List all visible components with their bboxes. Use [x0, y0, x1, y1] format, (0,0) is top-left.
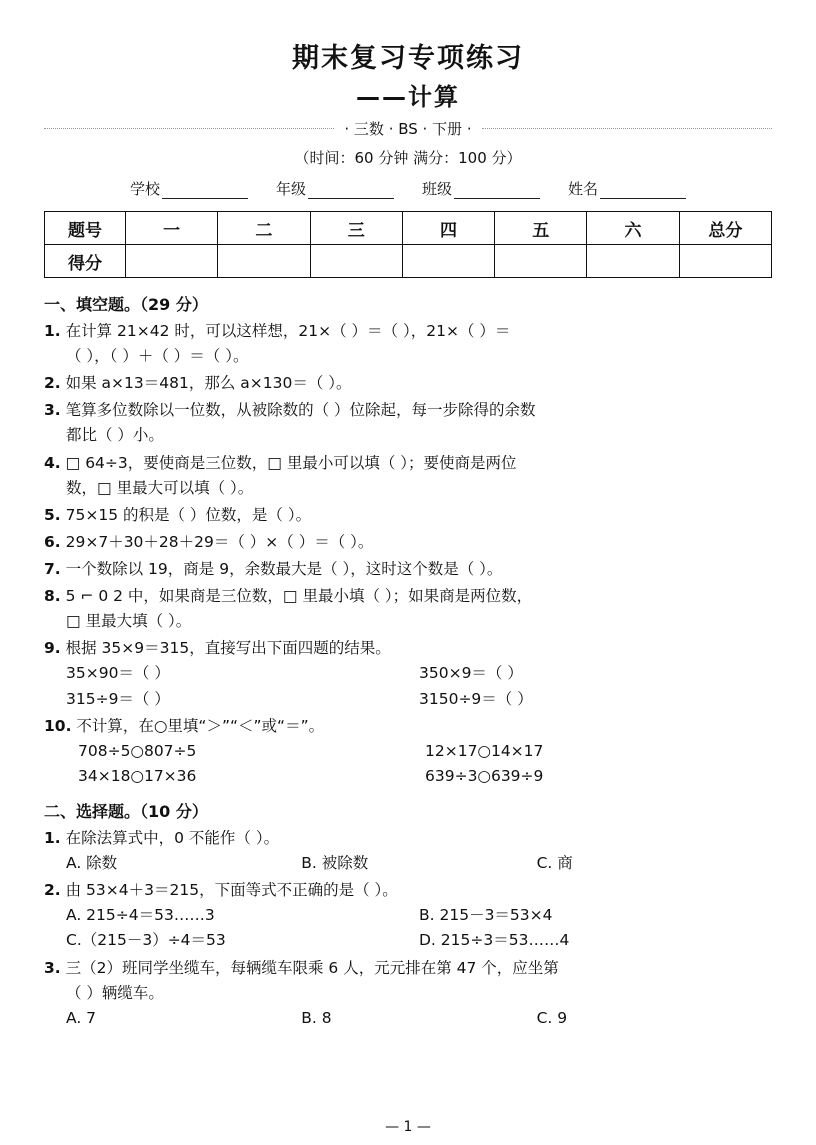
field-school-label: 学校	[129, 180, 160, 198]
question-fill-4	[44, 451, 772, 501]
field-class-blank[interactable]	[454, 182, 540, 199]
sub-item-1b: 12×17○14×17	[425, 741, 544, 760]
question-number: 2.	[44, 374, 61, 393]
option-c[interactable]: C.（215－3）÷4＝53	[66, 931, 226, 950]
option-row-1	[44, 903, 772, 928]
score-col-2: 二	[218, 212, 310, 245]
score-col-1: 一	[126, 212, 218, 245]
question-text-line-1: 三（2）班同学坐缆车，每辆缆车限乘 6 人，元元排在第 47 个，应坐第	[65, 958, 559, 977]
score-col-total: 总分	[679, 212, 771, 245]
question-text-line-1: □ 64÷3，要使商是三位数，□ 里最小可以填（ ）；要使商是两位	[65, 453, 517, 472]
divider-line-left	[44, 128, 334, 129]
page-title: 期末复习专项练习	[292, 43, 524, 74]
question-choice-3	[44, 956, 772, 1031]
option-d[interactable]: D. 215÷3＝53……4	[419, 931, 570, 950]
page-subtitle: ——计算	[356, 83, 460, 111]
option-a[interactable]: A. 215÷4＝53……3	[66, 906, 215, 925]
question-text-line-1: 在计算 21×42 时，可以这样想，21×（ ）＝（ ），21×（ ）＝	[65, 322, 511, 340]
field-class	[422, 178, 540, 199]
question-number: 4.	[44, 453, 61, 472]
question-text: 不计算，在○里填“＞”“＜”或“＝”。	[76, 716, 325, 735]
score-col-4: 四	[402, 212, 494, 245]
sub-row-1	[44, 739, 772, 764]
option-a[interactable]: A. 7	[66, 1008, 97, 1027]
field-grade	[276, 178, 394, 199]
option-b[interactable]: B. 被除数	[301, 854, 369, 873]
section-title-fill: 一、填空题。（29 分）	[44, 295, 208, 314]
sub-item-1a: 708÷5○807÷5	[78, 741, 197, 760]
question-number: 2.	[44, 881, 61, 900]
score-col-6: 六	[587, 212, 679, 245]
question-text-line-1: 5 ⌐ 0 2 中，如果商是三位数，□ 里最小填（ ）；如果商是两位数，	[65, 587, 533, 606]
field-name-label: 姓名	[568, 180, 599, 198]
option-b[interactable]: B. 215－3＝53×4	[419, 906, 553, 925]
option-b[interactable]: B. 8	[301, 1008, 332, 1027]
option-c[interactable]: C. 9	[536, 1008, 568, 1027]
question-text-line-2: （ ），（ ）＋（ ）＝（ ）。	[66, 347, 249, 366]
question-fill-2	[44, 371, 772, 396]
question-text: 由 53×4＋3＝215，下面等式不正确的是（ ）。	[65, 881, 398, 900]
score-value-total[interactable]	[679, 245, 771, 278]
score-table	[44, 211, 772, 278]
field-school-blank[interactable]	[162, 182, 248, 199]
question-number: 9.	[44, 639, 61, 658]
question-text-line-2: （ ）辆缆车。	[66, 983, 164, 1002]
sub-item-1b: 350×9＝（ ）	[419, 664, 523, 683]
score-table-row-label-2: 得分	[45, 245, 126, 278]
question-number: 5.	[44, 505, 61, 524]
score-value-5[interactable]	[495, 245, 587, 278]
question-text-line-2: 数，□ 里最大可以填（ ）。	[66, 478, 254, 497]
question-choice-1	[44, 826, 772, 876]
sub-item-2a: 315÷9＝（ ）	[66, 689, 170, 708]
score-col-5: 五	[495, 212, 587, 245]
question-number: 1.	[44, 828, 61, 847]
divider-line-right	[482, 128, 772, 129]
question-number: 7.	[44, 559, 61, 578]
edition-divider	[44, 118, 772, 139]
section-title-choice: 二、选择题。（10 分）	[44, 801, 208, 821]
question-fill-3	[44, 398, 772, 448]
question-number: 8.	[44, 587, 61, 606]
score-value-4[interactable]	[402, 245, 494, 278]
question-text: 如果 a×13＝481，那么 a×130＝（ ）。	[65, 374, 352, 393]
question-fill-6	[44, 530, 772, 555]
question-fill-5	[44, 503, 772, 528]
question-text: 一个数除以 19，商是 9，余数最大是（ ），这时这个数是（ ）。	[65, 559, 503, 578]
question-text: 根据 35×9＝315，直接写出下面四题的结果。	[65, 639, 391, 658]
time-score-line: （时间：60 分钟 满分：100 分）	[294, 149, 522, 167]
question-fill-8	[44, 584, 772, 634]
field-grade-label: 年级	[275, 180, 306, 198]
field-name	[568, 178, 686, 199]
option-row-2	[44, 928, 772, 953]
question-number: 10.	[44, 716, 72, 735]
question-fill-1	[44, 319, 772, 369]
sub-item-1a: 35×90＝（ ）	[66, 664, 170, 683]
field-grade-blank[interactable]	[308, 182, 394, 199]
question-number: 1.	[44, 322, 61, 340]
score-table-row-label-1: 题号	[45, 212, 126, 245]
sub-row-2	[44, 687, 772, 712]
edition-label: · 三数 · BS · 下册 ·	[344, 120, 472, 138]
score-value-1[interactable]	[126, 245, 218, 278]
question-number: 3.	[44, 401, 61, 420]
question-text: 29×7＋30＋28＋29＝（ ）×（ ）＝（ ）。	[65, 532, 374, 551]
option-c[interactable]: C. 商	[536, 854, 573, 873]
score-col-3: 三	[310, 212, 402, 245]
option-a[interactable]: A. 除数	[66, 854, 118, 873]
field-school	[130, 178, 248, 199]
question-choice-2	[44, 878, 772, 953]
score-table-value-row	[45, 245, 772, 278]
sub-row-2	[44, 764, 772, 789]
field-class-label: 班级	[422, 180, 453, 198]
question-text: 在除法算式中，0 不能作（ ）。	[65, 828, 280, 847]
question-fill-10	[44, 714, 772, 789]
question-fill-9	[44, 636, 772, 711]
score-value-3[interactable]	[310, 245, 402, 278]
student-info-line	[44, 178, 772, 199]
score-table-header-row	[45, 212, 772, 245]
sub-item-2b: 639÷3○639÷9	[425, 766, 544, 785]
sub-item-2a: 34×18○17×36	[78, 766, 197, 785]
sub-item-2b: 3150÷9＝（ ）	[419, 689, 533, 708]
score-value-6[interactable]	[587, 245, 679, 278]
option-row	[44, 851, 772, 876]
sub-row-1	[44, 661, 772, 686]
field-name-blank[interactable]	[600, 182, 686, 199]
question-text-line-2: 都比（ ）小。	[66, 426, 164, 445]
question-number: 6.	[44, 532, 61, 551]
option-row	[44, 1006, 772, 1031]
page-number: — 1 —	[385, 1119, 431, 1135]
score-value-2[interactable]	[218, 245, 310, 278]
question-number: 3.	[44, 958, 61, 977]
question-text-line-2: □ 里最大填（ ）。	[66, 612, 192, 631]
question-text: 75×15 的积是（ ）位数，是（ ）。	[65, 505, 312, 524]
question-fill-7	[44, 557, 772, 582]
question-text-line-1: 笔算多位数除以一位数，从被除数的（ ）位除起，每一步除得的余数	[65, 401, 536, 420]
